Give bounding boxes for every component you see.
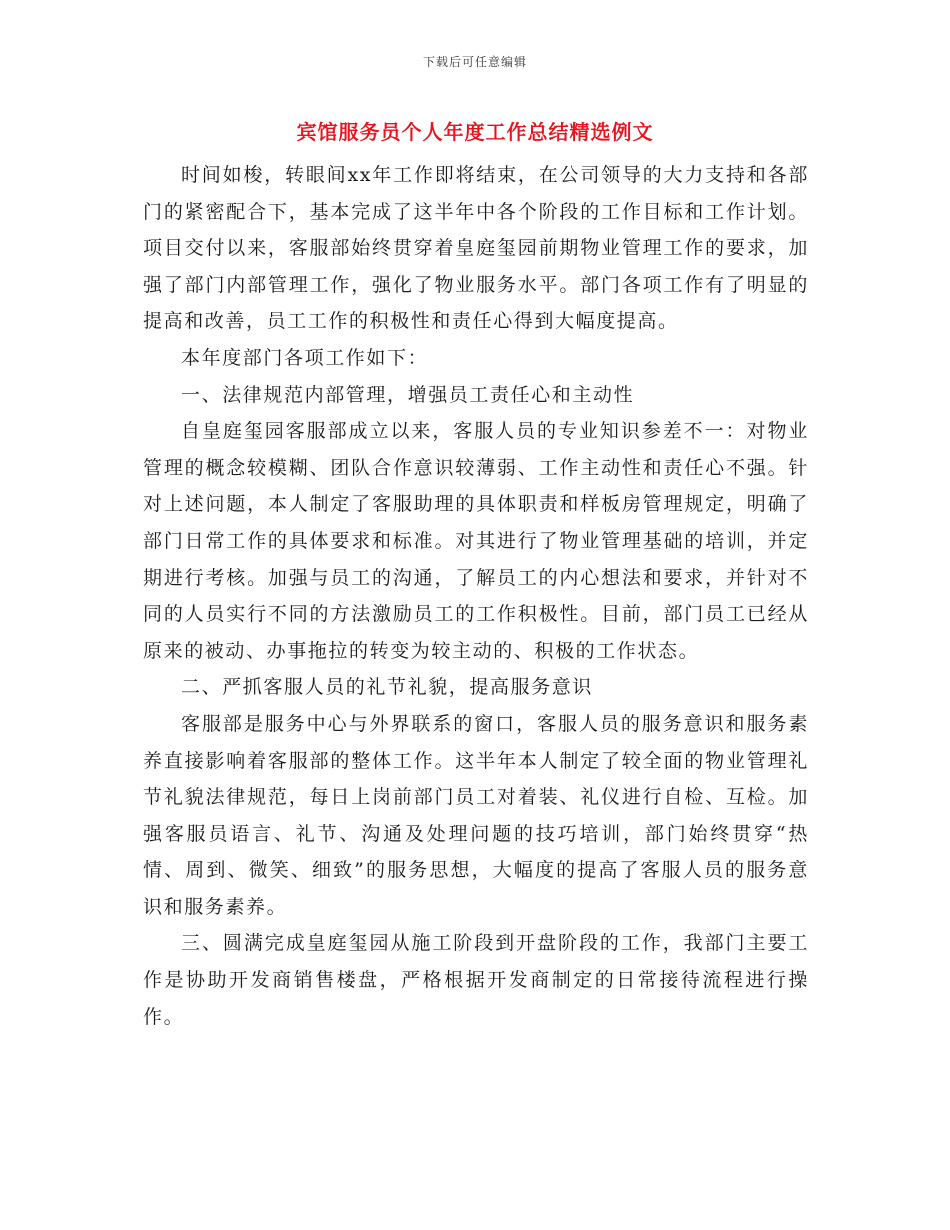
document-title: 宾馆服务员个人年度工作总结精选例文 — [296, 120, 654, 144]
page-header-note: 下载后可任意编辑 — [422, 55, 527, 69]
document-body — [143, 157, 809, 1035]
section-heading-1: 一、法律规范内部管理，增强员工责任心和主动性 — [181, 383, 635, 406]
paragraph-section-3: 三、圆满完成皇庭玺园从施工阶段到开盘阶段的工作，我部门主要工作是协助开发商销售楼盘，严格根据开发商制定的日常接待流程进行操作。 — [143, 932, 809, 1028]
paragraph-section-2: 客服部是服务中心与外界联系的窗口，客服人员的服务意识和服务素养直接影响着客服部的整体工作。这半年本人制定了较全面的物业管理礼节礼貌法律规范，每日上岗前部门员工对着装、礼仪进行自检、互检。加强客服员语言、礼节、沟通及处理问题的技巧培训，部门始终贯穿“热情、周到、微笑、细致”的服务思想，大幅度的提高了客服人员的服务意识和服务素养。 — [143, 712, 809, 918]
paragraph-section-1: 自皇庭玺园客服部成立以来，客服人员的专业知识参差不一：对物业管理的概念较模糊、团队合作意识较薄弱、工作主动性和责任心不强。针对上述问题，本人制定了客服助理的具体职责和样板房管理规定，明确了部门日常工作的具体要求和标准。对其进行了物业管理基础的培训，并定期进行考核。加强与员工的沟通，了解员工的内心想法和要求，并针对不同的人员实行不同的方法激励员工的工作积极性。目前，部门员工已经从原来的被动、办事拖拉的转变为较主动的、积极的工作状态。 — [143, 420, 809, 662]
section-heading-2: 二、严抓客服人员的礼节礼貌，提高服务意识 — [181, 676, 594, 699]
paragraph-intro: 时间如梭，转眼间xx年工作即将结束，在公司领导的大力支持和各部门的紧密配合下，基本完成了这半年中各个阶段的工作目标和工作计划。项目交付以来，客服部始终贯穿着皇庭玺园前期物业管理工作的要求，加强了部门内部管理工作，强化了物业服务水平。部门各项工作有了明显的提高和改善，员工工作的积极性和责任心得到大幅度提高。 — [143, 164, 809, 333]
paragraph-overview: 本年度部门各项工作如下： — [181, 346, 429, 369]
